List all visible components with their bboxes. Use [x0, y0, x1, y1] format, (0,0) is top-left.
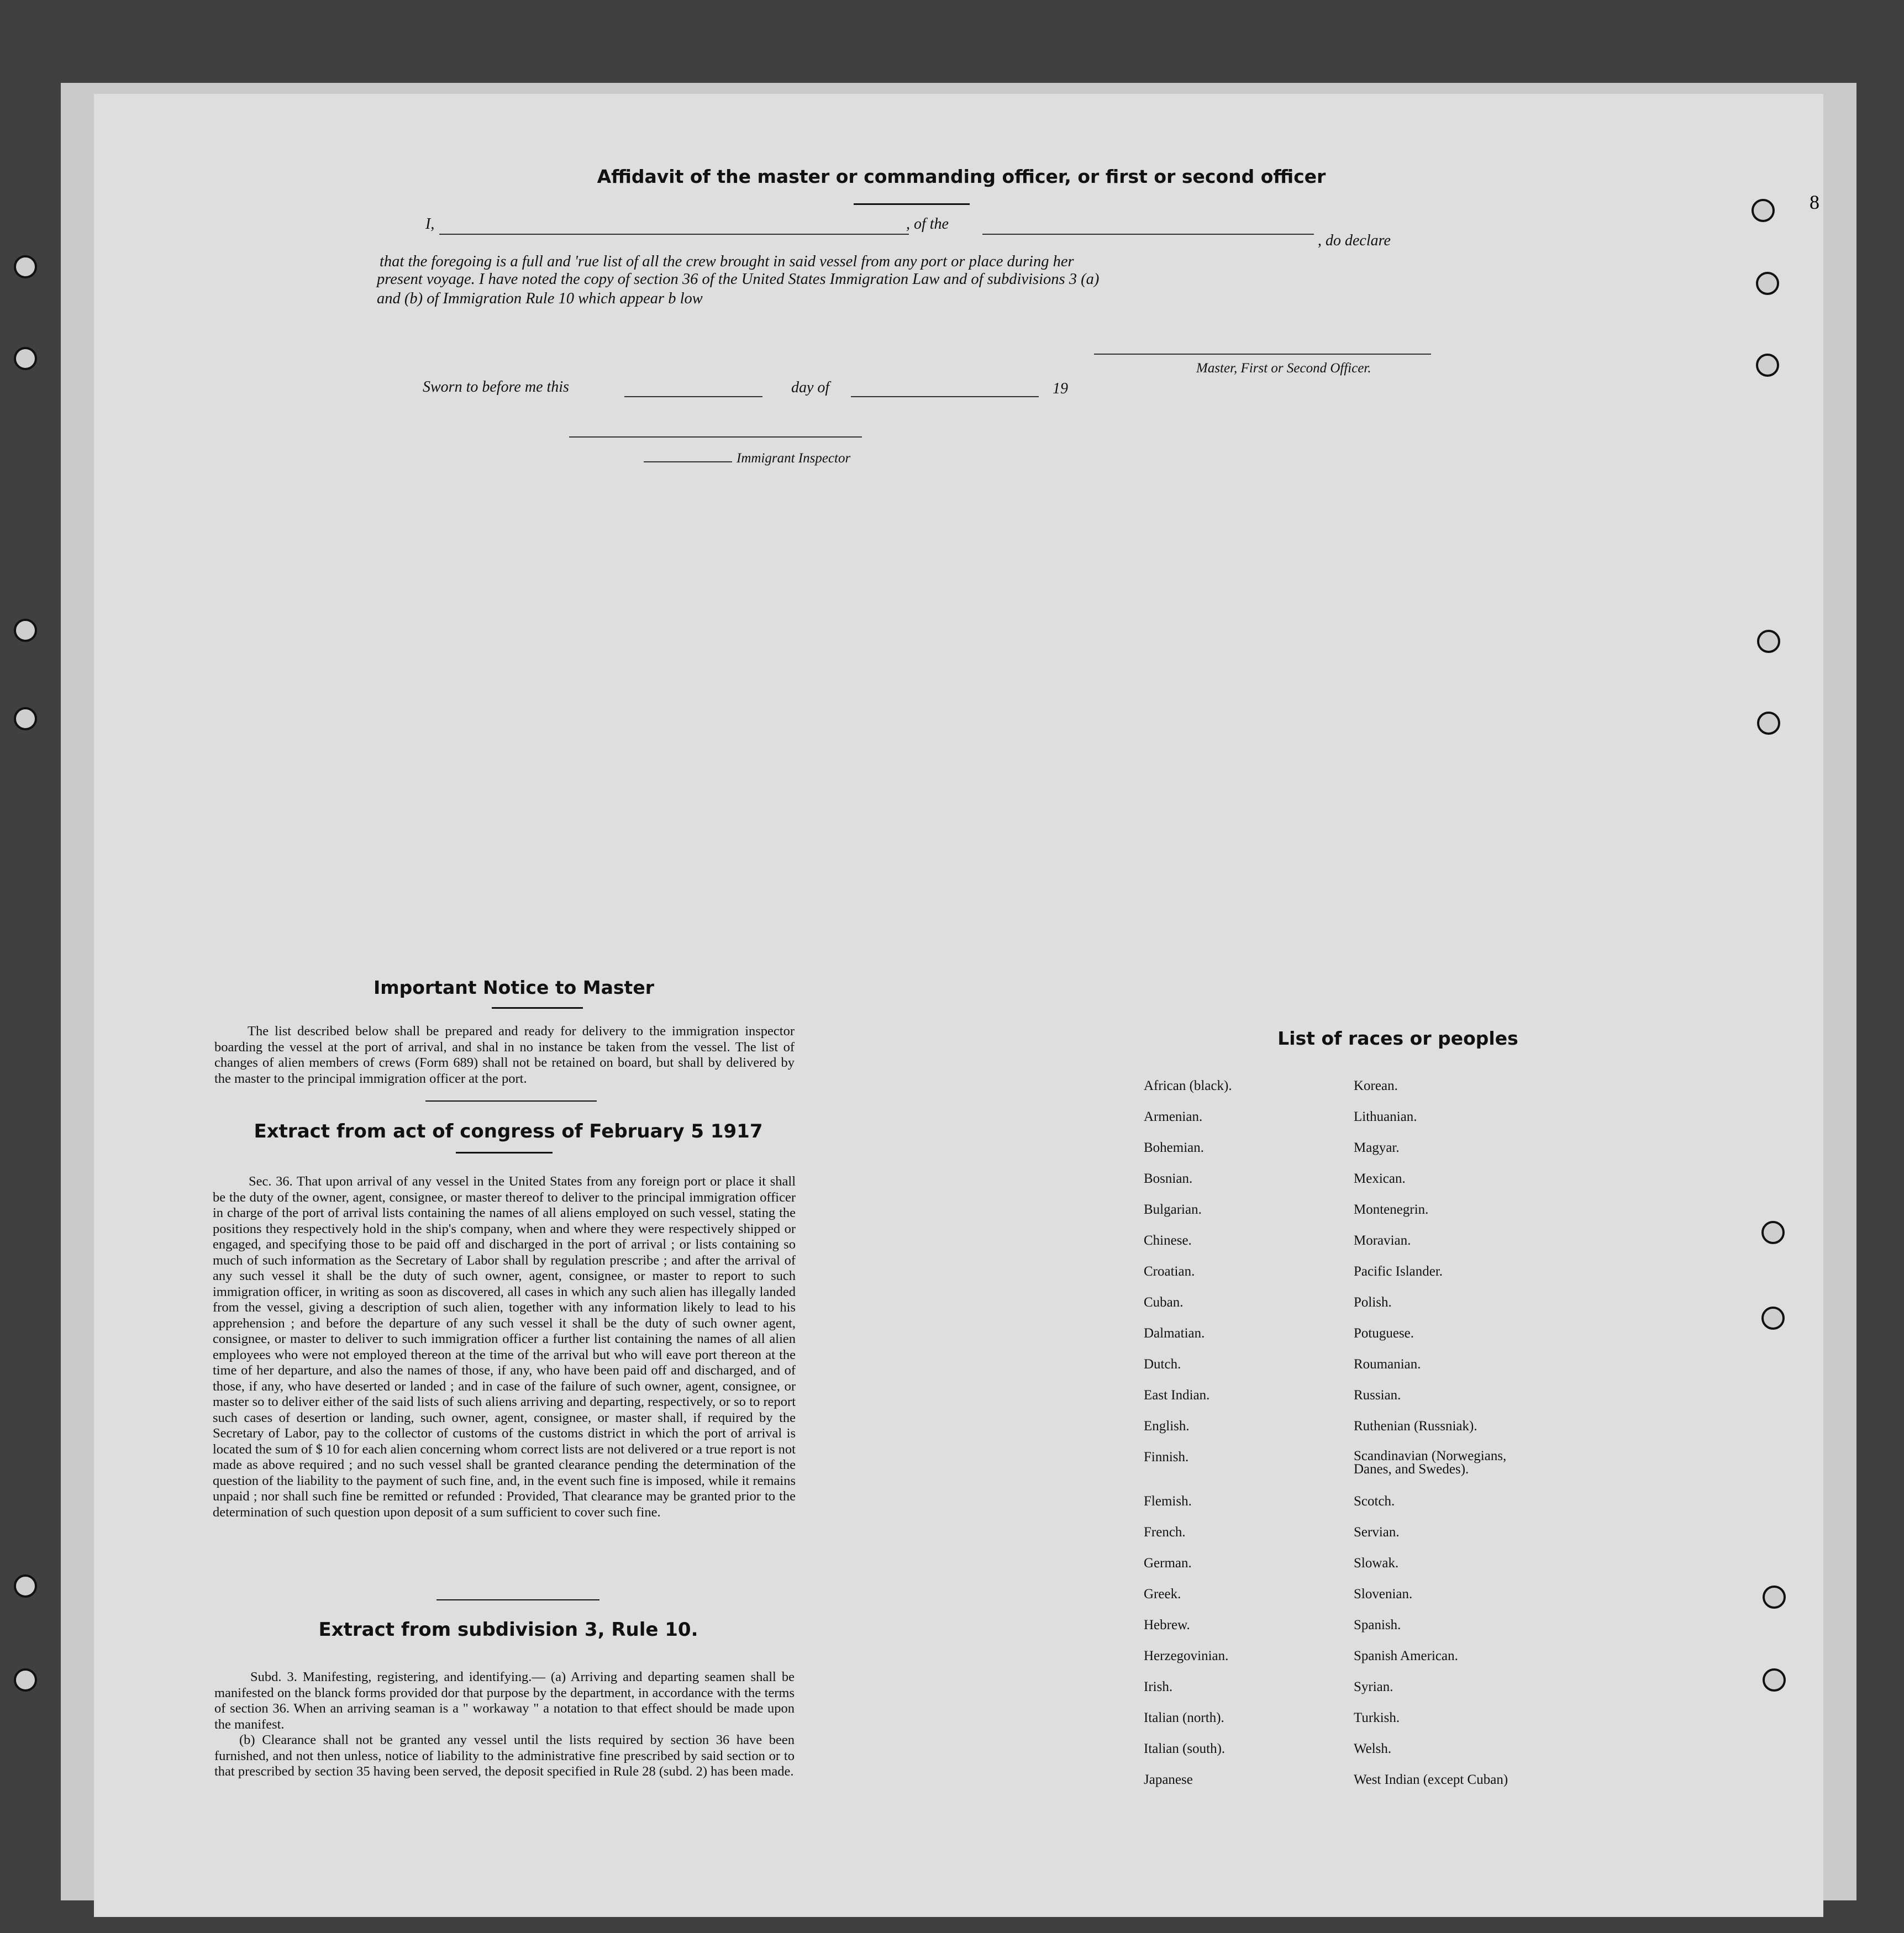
race-right: Magyar. [1354, 1140, 1400, 1155]
race-right: Potuguese. [1354, 1326, 1414, 1341]
race-left: African (black). [1144, 1078, 1232, 1093]
document-page [94, 94, 1823, 1917]
race-right: Slowak. [1354, 1556, 1399, 1571]
race-right: Russian. [1354, 1388, 1401, 1403]
race-right: Welsh. [1354, 1741, 1392, 1756]
race-left: Bosnian. [1144, 1171, 1193, 1186]
race-right: Pacific Islander. [1354, 1264, 1443, 1279]
race-right: Lithuanian. [1354, 1109, 1417, 1124]
race-right: West Indian (except Cuban) [1354, 1772, 1508, 1787]
affidavit-line-3: present voyage. I have noted the copy of section 36 of the United States Immigration Law and of subdivisions 3 (a) [377, 271, 1100, 288]
race-left: Irish. [1144, 1679, 1173, 1694]
act-title-rule [456, 1152, 553, 1154]
race-left: Dalmatian. [1144, 1326, 1205, 1341]
inspector-title-field[interactable] [644, 461, 732, 462]
punch-hole [1763, 1586, 1786, 1609]
affidavit-title-rule [854, 203, 970, 205]
punch-hole [1757, 630, 1780, 653]
punch-hole [1756, 354, 1779, 377]
race-right: Syrian. [1354, 1679, 1393, 1694]
sworn-month-field[interactable] [851, 396, 1039, 397]
sworn-label: Sworn to before me this [423, 378, 569, 396]
race-right: Spanish American. [1354, 1648, 1458, 1663]
race-left: Flemish. [1144, 1494, 1192, 1509]
notice-divider [425, 1100, 597, 1102]
race-right: Ruthenian (Russniak). [1354, 1419, 1477, 1434]
act-title: Extract from act of congress of February 5 1917 [254, 1120, 763, 1142]
inspector-signature-field[interactable] [569, 436, 862, 438]
punch-hole [14, 347, 37, 370]
race-left: Japanese [1144, 1772, 1193, 1787]
inspector-label: Immigrant Inspector [737, 451, 851, 466]
affidavit-declare-label: , do declare [1318, 232, 1391, 249]
punch-hole [1752, 199, 1775, 222]
notice-title-rule [492, 1007, 583, 1009]
race-left: East Indian. [1144, 1388, 1210, 1403]
race-left: Dutch. [1144, 1357, 1181, 1372]
affidavit-of-the-label: , of the [906, 215, 949, 233]
race-left: French. [1144, 1525, 1186, 1540]
race-left: German. [1144, 1556, 1192, 1571]
race-right: Korean. [1354, 1078, 1398, 1093]
race-right: Mexican. [1354, 1171, 1406, 1186]
act-section-36-body: Sec. 36. That upon arrival of any vessel in the United States from any foreign port or place it shall be the duty of the owner, agent, consignee, or master thereof to deliver to the principal immigration officer in charge of the port of arrival lists containing the names of all aliens employed on such vessel, stating the positions they respectively hold in the ship's company, when and where they were respectively shipped or engaged, and specifying those to be paid off and discharged in the port of arrival ; or lists containing so much of such information as the Secretary of Labor shall by regulation prescribe ; and after the arrival of any such vessel it shall be the duty of such owner, agent, consignee, or master to report to such immigration officer, in writing as soon as discovered, all cases in which any such alien has illegally landed from the vessel, giving a description of such alien, together with any information likely to lead to his apprehension ; and before the departure of any such vessel it shall be the duty of such owner agent, consignee, or master to deliver to such immigration officer a further list containing the names of all alien employees who were not employed thereon at the time of the arrival but who will eave port thereon at the time of her departure, and also the names of those, if any, who have been paid off and discharged, and of those, if any, who have deserted or landed ; and in case of the failure of such owner, agent, consignee, or master so to deliver either of the said lists of such aliens arriving and departing, respectively, or so to report such cases of desertion or landing, such owner, agent, consignee, or master shall, if required by the Secretary of Labor, pay to the collector of customs of the customs district in which the port of arrival is located the sum of $ 10 for each alien concerning whom correct lists are not delivered or a true report is not made as above required ; and no such vessel shall be granted clearance pending the determination of the question of the liability to the payment of such fine, and, in the event such fine is imposed, while it remains unpaid ; nor shall such fine be remitted or refunded : Provided, That clearance may be granted prior to the determination of such question upon deposit of a sum sufficient to cover such fine. [213, 1174, 796, 1520]
races-title: List of races or peoples [1277, 1028, 1518, 1049]
race-right: Scotch. [1354, 1494, 1395, 1509]
master-name-field[interactable] [439, 234, 909, 235]
race-right: Turkish. [1354, 1710, 1400, 1725]
race-right: Polish. [1354, 1295, 1392, 1310]
page-number: 8 [1810, 191, 1819, 213]
notice-title: Important Notice to Master [374, 977, 654, 998]
punch-hole [14, 619, 37, 642]
race-right: Spanish. [1354, 1618, 1401, 1632]
race-left: Italian (north). [1144, 1710, 1224, 1725]
race-left: Hebrew. [1144, 1618, 1190, 1632]
race-left: Italian (south). [1144, 1741, 1225, 1756]
race-right: Slovenian. [1354, 1587, 1413, 1602]
race-left: Cuban. [1144, 1295, 1184, 1310]
race-right: Servian. [1354, 1525, 1400, 1540]
race-left: Armenian. [1144, 1109, 1203, 1124]
punch-hole [1763, 1668, 1786, 1692]
race-right: Montenegrin. [1354, 1202, 1429, 1217]
affidavit-i-label: I, [425, 215, 435, 233]
master-signature-label: Master, First or Second Officer. [1196, 361, 1371, 376]
master-signature-field[interactable] [1094, 354, 1431, 355]
race-right: Moravian. [1354, 1233, 1411, 1248]
rule-subd-a-body: Subd. 3. Manifesting, registering, and identifying.— (a) Arriving and departing seamen shall be manifested on the blanck forms provided dor that purpose by the department, in accordance with the terms of section 36. When an arriving seaman is a " workaway " a notation to that effect should be made upon the manifest. [214, 1669, 795, 1732]
rule-title: Extract from subdivision 3, Rule 10. [318, 1619, 698, 1641]
race-left: Herzegovinian. [1144, 1648, 1229, 1663]
punch-hole [14, 255, 37, 278]
rule-subd-b-body: (b) Clearance shall not be granted any vessel until the lists required by section 36 have been furnished, and not then unless, notice of liability to the administrative fine prescribed by said section or to that prescribed by section 35 having been served, the deposit specified in Rule 28 (subd. 2) has been made. [214, 1732, 795, 1779]
year-label: 19 [1053, 380, 1068, 397]
race-right: Scandinavian (Norwegians, Danes, and Swedes). [1354, 1449, 1507, 1477]
punch-hole [1761, 1221, 1785, 1244]
act-divider [436, 1599, 599, 1600]
race-left: Greek. [1144, 1587, 1181, 1602]
affidavit-line-2: that the foregoing is a full and 'rue list of all the crew brought in said vessel from any port or place during her [380, 253, 1074, 270]
race-left: Bulgarian. [1144, 1202, 1202, 1217]
punch-hole [14, 1574, 37, 1598]
race-left: Finnish. [1144, 1450, 1189, 1465]
punch-hole [1757, 712, 1780, 735]
day-of-label: day of [791, 379, 830, 396]
sworn-day-field[interactable] [624, 396, 762, 397]
race-right: Roumanian. [1354, 1357, 1421, 1372]
affidavit-line-4: and (b) of Immigration Rule 10 which appear b low [377, 290, 703, 307]
affidavit-title: Affidavit of the master or commanding officer, or first or second officer [597, 166, 1326, 187]
race-left: Bohemian. [1144, 1140, 1205, 1155]
race-left: English. [1144, 1419, 1190, 1434]
vessel-name-field[interactable] [982, 234, 1314, 235]
notice-body: The list described below shall be prepared and ready for delivery to the immigration inspector boarding the vessel at the port of arrival, and shal in no instance be taken from the vessel. The list of changes of alien members of crews (Form 689) shall not be retained on board, but shall by delivered by the master to the principal immigration officer at the port. [214, 1024, 795, 1086]
punch-hole [14, 707, 37, 730]
race-left: Chinese. [1144, 1233, 1192, 1248]
race-left: Croatian. [1144, 1264, 1195, 1279]
punch-hole [1761, 1307, 1785, 1330]
punch-hole [14, 1668, 37, 1692]
punch-hole [1756, 272, 1779, 295]
